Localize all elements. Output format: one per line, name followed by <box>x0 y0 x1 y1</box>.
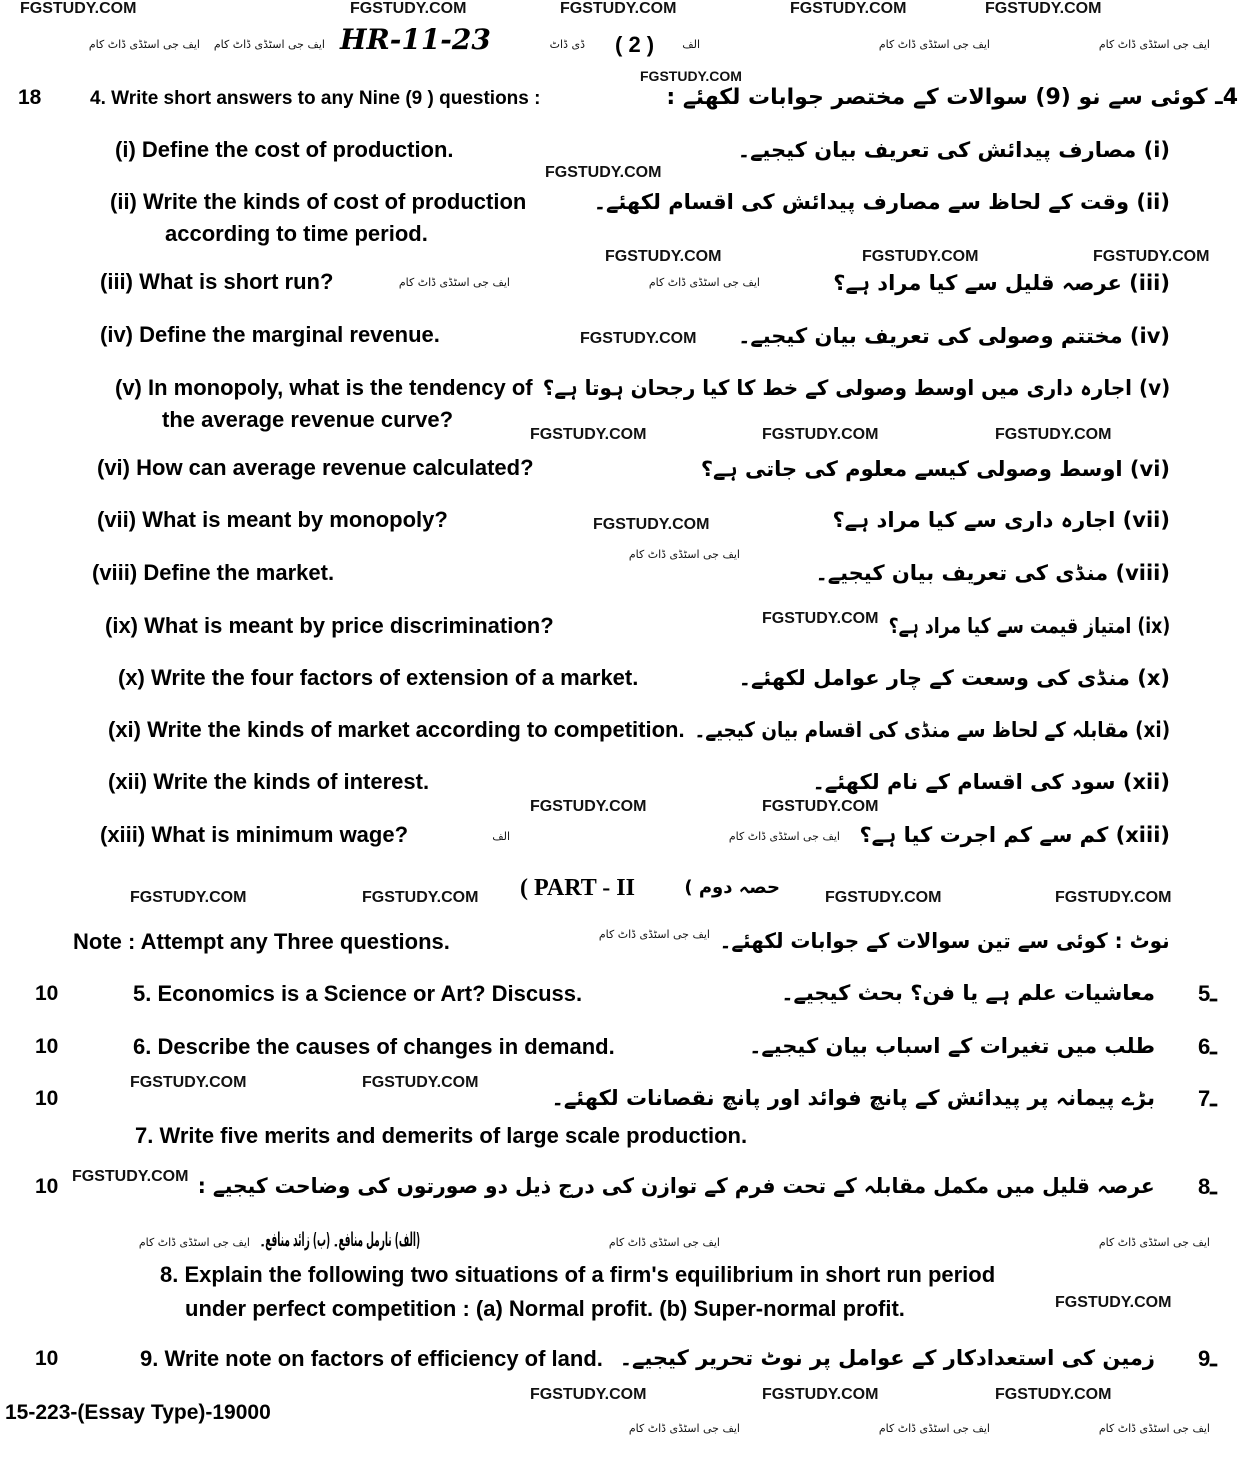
q8-number-urdu: 8ـ <box>1198 1174 1217 1199</box>
watermark: FGSTUDY.COM <box>130 889 247 906</box>
q4-item-en: (xiii) What is minimum wage? <box>100 822 409 847</box>
q7-number-urdu: 7ـ <box>1198 1086 1217 1111</box>
q4-item-ur: (iv) مختتم وصولی کی تعریف بیان کیجیے۔ <box>738 324 1170 348</box>
q4-item-ur: (xii) سود کی اقسام کے نام لکھئے۔ <box>812 770 1170 794</box>
q5-text: 5. Economics is a Science or Art? Discuss. <box>133 981 583 1006</box>
paper-code-handwritten: HR-11-23 <box>340 23 491 56</box>
q8-text: 8. Explain the following two situations of a firm's equilibrium in short run period <box>160 1262 996 1287</box>
q4-item-ur: (xiii) کم سے کم اجرت کیا ہے؟ <box>859 823 1170 847</box>
watermark-urdu: ایف جی اسٹڈی ڈاٹ کام <box>1098 1236 1210 1249</box>
q4-item-en: (viii) Define the market. <box>92 560 335 585</box>
q9-number-urdu: 9ـ <box>1198 1346 1217 1371</box>
q4-item-ur: (ix) امتیاز قیمت سے کیا مراد ہے؟ <box>888 614 1170 638</box>
watermark: FGSTUDY.COM <box>762 1386 879 1403</box>
note-instruction: Note : Attempt any Three questions. <box>73 929 450 954</box>
watermark-urdu: ایف جی اسٹڈی ڈاٹ کام <box>398 276 510 289</box>
header-urdu-right: الف <box>682 38 700 51</box>
watermark: FGSTUDY.COM <box>530 798 647 815</box>
q4-item-ur: (i) مصارف پیدائش کی تعریف بیان کیجیے۔ <box>737 138 1170 162</box>
q8-text-line2: under perfect competition : (a) Normal profit. (b) Super-normal profit. <box>185 1296 905 1321</box>
q4-item-en: (iii) What is short run? <box>100 269 334 294</box>
q4-item-ur: (vii) اجارہ داری سے کیا مراد ہے؟ <box>832 508 1170 532</box>
header-urdu-mid: ڈی ڈاٹ <box>549 38 585 51</box>
watermark: FGSTUDY.COM <box>72 1168 189 1185</box>
watermark: FGSTUDY.COM <box>862 248 979 265</box>
watermark-urdu: ایف جی اسٹڈی ڈاٹ کام <box>608 1236 720 1249</box>
watermark: FGSTUDY.COM <box>605 248 722 265</box>
watermark-urdu: ایف جی اسٹڈی ڈاٹ کام <box>138 1236 250 1249</box>
watermark: FGSTUDY.COM <box>985 0 1102 17</box>
q9-marks: 10 <box>35 1347 59 1370</box>
q7-text-urdu: بڑے پیمانہ پر پیدائش کے پانچ فوائد اور پانچ نقصانات لکھئے۔ <box>551 1086 1155 1110</box>
q6-text-urdu: طلب میں تغیرات کے اسباب بیان کیجیے۔ <box>749 1034 1155 1058</box>
watermark: FGSTUDY.COM <box>762 798 879 815</box>
q4-title-urdu: 4ـ کوئی سے نو (9) سوالات کے مختصر جوابات لکھئے : <box>666 85 1238 110</box>
watermark-urdu: ایف جی اسٹڈی ڈاٹ کام <box>628 548 740 561</box>
watermark-urdu: ایف جی اسٹڈی ڈاٹ کام <box>88 38 200 51</box>
watermark-urdu: ایف جی اسٹڈی ڈاٹ کام <box>598 928 710 941</box>
q4-item-en: (vii) What is meant by monopoly? <box>97 507 448 532</box>
q8-marks: 10 <box>35 1175 59 1198</box>
part-ii-title: ( PART - II <box>520 875 635 901</box>
q7-text: 7. Write five merits and demerits of large scale production. <box>135 1123 748 1148</box>
q4-item-en: (xii) Write the kinds of interest. <box>108 769 430 794</box>
q5-text-urdu: معاشیات علم ہے یا فن؟ بحث کیجیے۔ <box>781 981 1155 1005</box>
note-instruction-urdu: نوٹ : کوئی سے تین سوالات کے جوابات لکھئے۔ <box>720 929 1170 953</box>
watermark: FGSTUDY.COM <box>362 889 479 906</box>
watermark: FGSTUDY.COM <box>640 68 742 84</box>
page-number: ( 2 ) <box>615 32 655 57</box>
q4-item-en: (i) Define the cost of production. <box>115 137 454 162</box>
watermark: FGSTUDY.COM <box>790 0 907 17</box>
watermark-urdu: ایف جی اسٹڈی ڈاٹ کام <box>728 830 840 843</box>
q4-item-en: (v) In monopoly, what is the tendency of <box>115 375 533 400</box>
watermark: FGSTUDY.COM <box>545 164 662 181</box>
q4-item-en-line2: according to time period. <box>165 221 428 246</box>
watermark: FGSTUDY.COM <box>995 426 1112 443</box>
q4-item-ur: (xi) مقابلہ کے لحاظ سے منڈی کی اقسام بیان کیجیے۔ <box>694 718 1170 742</box>
q4-item-en: (ix) What is meant by price discrimination? <box>105 613 554 638</box>
watermark: FGSTUDY.COM <box>762 610 879 627</box>
watermark: FGSTUDY.COM <box>530 426 647 443</box>
watermark-urdu: ایف جی اسٹڈی ڈاٹ کام <box>213 38 325 51</box>
q4-item-en: (ii) Write the kinds of cost of production <box>110 189 527 214</box>
watermark-urdu: الف <box>492 830 510 843</box>
q8-text-urdu: عرصہ قلیل میں مکمل مقابلہ کے تحت فرم کے توازن کی درج ذیل دو صورتوں کی وضاحت کیجیے : <box>198 1174 1155 1198</box>
watermark: FGSTUDY.COM <box>580 330 697 347</box>
watermark: FGSTUDY.COM <box>130 1074 247 1091</box>
q9-text: 9. Write note on factors of efficiency of land. <box>140 1346 603 1371</box>
watermark: FGSTUDY.COM <box>350 0 467 17</box>
q6-text: 6. Describe the causes of changes in demand. <box>133 1034 615 1059</box>
q4-item-en: (x) Write the four factors of extension of a market. <box>118 665 639 690</box>
watermark: FGSTUDY.COM <box>1055 1294 1172 1311</box>
watermark: FGSTUDY.COM <box>762 426 879 443</box>
watermark-urdu: ایف جی اسٹڈی ڈاٹ کام <box>628 1422 740 1435</box>
watermark: FGSTUDY.COM <box>560 0 677 17</box>
watermark: FGSTUDY.COM <box>362 1074 479 1091</box>
q8-options-urdu: (الف) نارمل منافع۔ (ب) زائد منافع۔ <box>259 1229 420 1251</box>
watermark: FGSTUDY.COM <box>995 1386 1112 1403</box>
q4-item-en: (xi) Write the kinds of market according to competition. <box>108 717 685 742</box>
q4-item-ur: (iii) عرصہ قلیل سے کیا مراد ہے؟ <box>833 271 1170 295</box>
q5-marks: 10 <box>35 982 59 1005</box>
watermark: FGSTUDY.COM <box>1055 889 1172 906</box>
q4-item-ur: (viii) منڈی کی تعریف بیان کیجیے۔ <box>815 561 1170 585</box>
q4-item-ur: (ii) وقت کے لحاظ سے مصارف پیدائش کی اقسام لکھئے۔ <box>593 190 1170 214</box>
q6-number-urdu: 6ـ <box>1198 1034 1217 1059</box>
watermark-urdu: ایف جی اسٹڈی ڈاٹ کام <box>878 1422 990 1435</box>
watermark: FGSTUDY.COM <box>593 516 710 533</box>
watermark: FGSTUDY.COM <box>20 0 137 17</box>
q4-item-ur: (v) اجارہ داری میں اوسط وصولی کے خط کا کیا رجحان ہوتا ہے؟ <box>542 376 1170 400</box>
q4-item-en: (vi) How can average revenue calculated? <box>97 455 534 480</box>
watermark-urdu: ایف جی اسٹڈی ڈاٹ کام <box>1098 1422 1210 1435</box>
q4-item-en-line2: the average revenue curve? <box>162 407 454 432</box>
watermark-urdu: ایف جی اسٹڈی ڈاٹ کام <box>648 276 760 289</box>
q4-item-ur: (x) منڈی کی وسعت کے چار عوامل لکھئے۔ <box>738 666 1170 690</box>
q4-item-en: (iv) Define the marginal revenue. <box>100 322 440 347</box>
watermark-urdu: ایف جی اسٹڈی ڈاٹ کام <box>878 38 990 51</box>
watermark: FGSTUDY.COM <box>1093 248 1210 265</box>
q5-number-urdu: 5ـ <box>1198 981 1217 1006</box>
q4-item-ur: (vi) اوسط وصولی کیسے معلوم کی جاتی ہے؟ <box>700 457 1170 481</box>
watermark: FGSTUDY.COM <box>825 889 942 906</box>
q4-marks: 18 <box>18 86 42 109</box>
q7-marks: 10 <box>35 1087 59 1110</box>
paper-footer-code: 15-223-(Essay Type)-19000 <box>5 1401 271 1424</box>
q9-text-urdu: زمین کی استعدادکار کے عوامل پر نوٹ تحریر کیجیے۔ <box>619 1346 1155 1370</box>
q6-marks: 10 <box>35 1035 59 1058</box>
part-ii-title-urdu: حصہ دوم ) <box>684 877 780 898</box>
q4-title: 4. Write short answers to any Nine (9 ) questions : <box>90 88 541 109</box>
watermark-urdu: ایف جی اسٹڈی ڈاٹ کام <box>1098 38 1210 51</box>
watermark: FGSTUDY.COM <box>530 1386 647 1403</box>
